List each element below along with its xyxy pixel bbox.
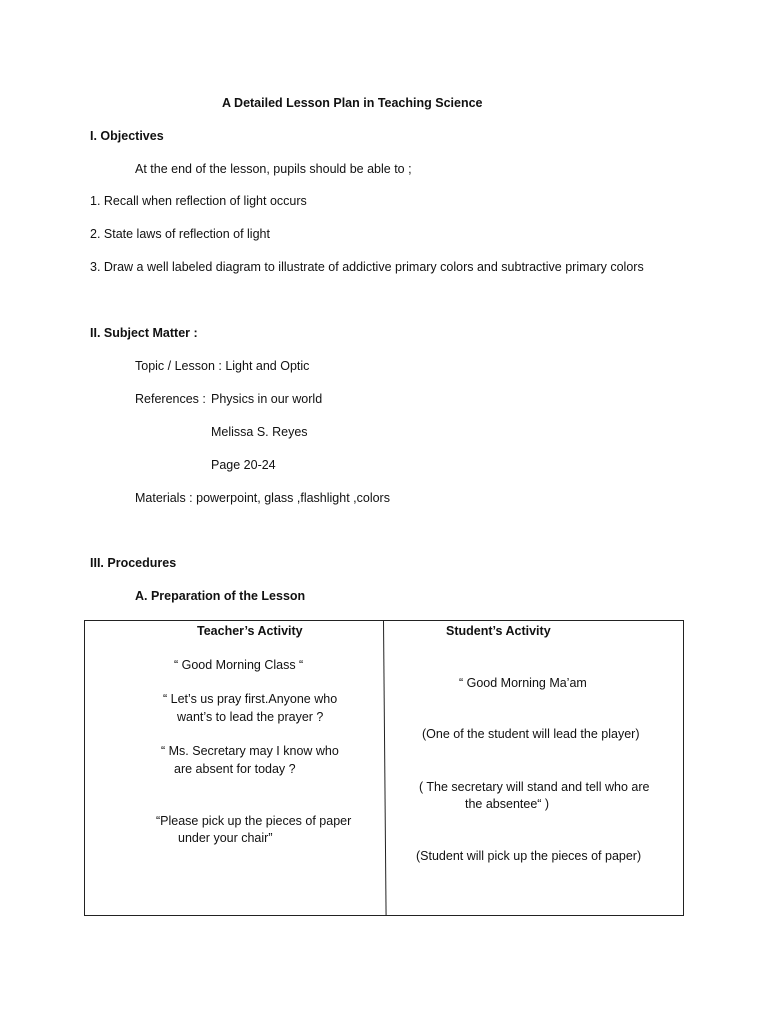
teacher-line-2b: want’s to lead the prayer ?	[177, 710, 324, 724]
student-line-3a: ( The secretary will stand and tell who are	[419, 780, 650, 794]
objective-item-3: 3. Draw a well labeled diagram to illustrate of addictive primary colors and subtractive primary colors	[90, 260, 644, 274]
column-divider	[383, 621, 387, 915]
objective-item-2: 2. State laws of reflection of light	[90, 227, 270, 241]
subject-matter-heading: II. Subject Matter :	[90, 326, 198, 340]
teacher-line-3a: “ Ms. Secretary may I know who	[161, 744, 339, 758]
student-line-1: “ Good Morning Ma’am	[459, 676, 587, 690]
preparation-heading: A. Preparation of the Lesson	[135, 589, 306, 603]
materials-line: Materials : powerpoint, glass ,flashlight ,colors	[135, 491, 390, 505]
student-line-3b: the absentee“ )	[465, 797, 550, 811]
objective-item-1: 1. Recall when reflection of light occurs	[90, 194, 307, 208]
teacher-activity-header: Teacher’s Activity	[197, 624, 303, 638]
objectives-heading: I. Objectives	[90, 129, 164, 143]
student-activity-header: Student’s Activity	[446, 624, 551, 638]
procedures-heading: III. Procedures	[90, 556, 177, 570]
teacher-line-2a: “ Let’s us pray first.Anyone who	[163, 692, 338, 706]
objectives-intro: At the end of the lesson, pupils should be able to ;	[135, 162, 412, 176]
references-book: Physics in our world	[211, 392, 323, 406]
references-page: Page 20-24	[211, 458, 276, 472]
teacher-line-4b: under your chair”	[178, 831, 273, 845]
teacher-line-1: “ Good Morning Class “	[174, 658, 304, 672]
teacher-line-3b: are absent for today ?	[174, 762, 296, 776]
references-label: References :	[135, 392, 206, 406]
references-author: Melissa S. Reyes	[211, 425, 308, 439]
activity-table	[84, 620, 684, 916]
topic-line: Topic / Lesson : Light and Optic	[135, 359, 310, 373]
teacher-line-4a: “Please pick up the pieces of paper	[156, 814, 352, 828]
student-line-4: (Student will pick up the pieces of paper)	[416, 849, 642, 863]
page-title: A Detailed Lesson Plan in Teaching Science	[222, 96, 483, 110]
student-line-2: (One of the student will lead the player)	[422, 727, 640, 741]
